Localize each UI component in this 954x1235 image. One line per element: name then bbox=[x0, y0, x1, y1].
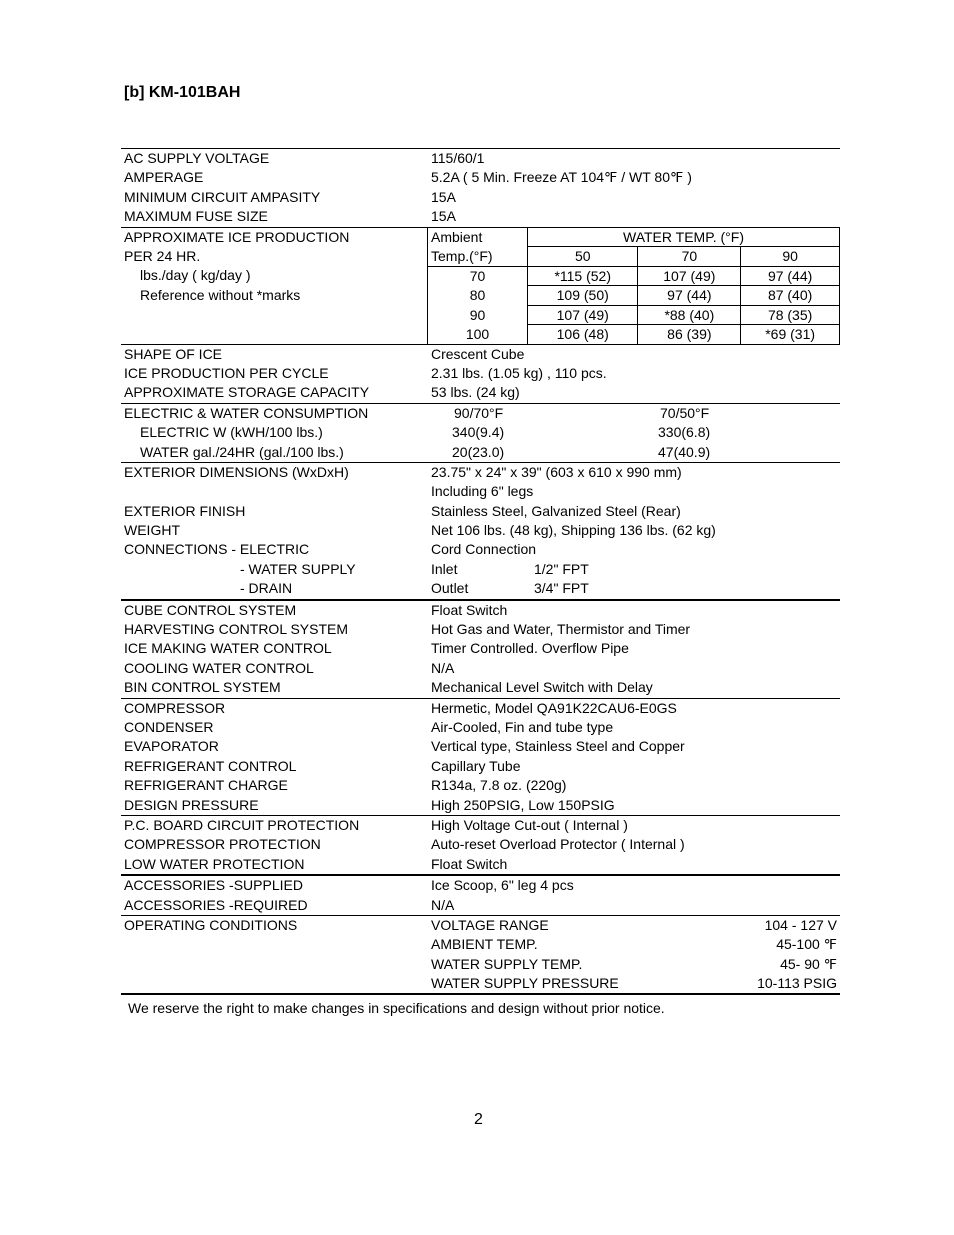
ice-production-table bbox=[427, 227, 840, 345]
spec-row: ICE PRODUCTION PER CYCLE 2.31 lbs. (1.05 kg) , 110 pcs. bbox=[124, 364, 607, 381]
spec-row: WATER SUPPLY TEMP. 45- 90 ℉ bbox=[431, 955, 837, 972]
spec-row: ICE MAKING WATER CONTROL Timer Controlled. Overflow Pipe bbox=[124, 640, 629, 657]
spec-row: AMPERAGE 5.2A ( 5 Min. Freeze AT 104℉ / WT 80℉ ) bbox=[124, 169, 692, 186]
spec-row: ACCESSORIES -SUPPLIED Ice Scoop, 6" leg 4 pcs bbox=[124, 877, 574, 894]
spec-row: - DRAIN Outlet 3/4" FPT bbox=[121, 579, 840, 600]
spec-row: REFRIGERANT CHARGE R134a, 7.8 oz. (220g) bbox=[124, 777, 567, 794]
spec-row: MAXIMUM FUSE SIZE 15A bbox=[121, 207, 840, 227]
spec-row: AC SUPPLY VOLTAGE 115/60/1 bbox=[124, 150, 485, 166]
spec-row: CONDENSER Air-Cooled, Fin and tube type bbox=[124, 718, 614, 735]
spec-row: EVAPORATOR Vertical type, Stainless Steel and Copper bbox=[124, 738, 685, 755]
spec-row: COMPRESSOR Hermetic, Model QA91K22CAU6-E0GS bbox=[124, 699, 677, 716]
page-number: 2 bbox=[474, 1111, 483, 1128]
spec-row: OPERATING CONDITIONS VOLTAGE RANGE 104 - 127 V bbox=[124, 916, 837, 933]
table-row: 70 *115 (52) 107 (49) 97 (44) bbox=[428, 266, 840, 286]
table-row: Temp.(°F) 50 70 90 bbox=[428, 247, 840, 267]
table-row: 80 109 (50) 97 (44) 87 (40) bbox=[428, 286, 840, 306]
table-row: 100 106 (48) 86 (39) *69 (31) bbox=[428, 325, 840, 345]
disclaimer-note: We reserve the right to make changes in specifications and design without prior notice. bbox=[128, 1000, 665, 1016]
spec-row: WEIGHT Net 106 lbs. (48 kg), Shipping 136 lbs. (62 kg) bbox=[124, 522, 716, 539]
spec-row: COMPRESSOR PROTECTION Auto-reset Overload Protector ( Internal ) bbox=[124, 836, 685, 853]
spec-sheet bbox=[121, 148, 840, 995]
spec-row: ELECTRIC & WATER CONSUMPTION 90/70°F 70/50°F bbox=[124, 404, 710, 421]
spec-row: EXTERIOR DIMENSIONS (WxDxH) 23.75" x 24" x 39" (603 x 610 x 990 mm) bbox=[124, 463, 682, 480]
spec-row: APPROXIMATE STORAGE CAPACITY 53 lbs. (24 kg) bbox=[121, 383, 840, 403]
spec-row: Including 6" legs bbox=[431, 483, 534, 500]
spec-row: MINIMUM CIRCUIT AMPASITY 15A bbox=[124, 188, 456, 205]
ice-production-section: APPROXIMATE ICE PRODUCTION PER 24 HR. lbs./day ( kg/day ) Reference without *marks Ambient WATER TEMP. (°F) Temp.(°F) 50 70 90 70 *115 (52) 107 (49) 97 (44) 80 109 (50) 97 (44) 87 (40) 90 107 (49) *88 (40) 78 (35) 100 106 (48) 86 (39) *69 (31) bbox=[121, 228, 840, 345]
spec-row: ELECTRIC W (kWH/100 lbs.) 340(9.4) 330(6.8) bbox=[140, 424, 711, 441]
page-title: [b] KM-101BAH bbox=[124, 84, 241, 101]
spec-row: DESIGN PRESSURE High 250PSIG, Low 150PSIG bbox=[121, 796, 840, 816]
spec-row: EXTERIOR FINISH Stainless Steel, Galvanized Steel (Rear) bbox=[124, 502, 681, 519]
spec-row: - WATER SUPPLY Inlet 1/2" FPT bbox=[240, 560, 589, 577]
spec-row: P.C. BOARD CIRCUIT PROTECTION High Voltage Cut-out ( Internal ) bbox=[124, 816, 628, 833]
spec-row: HARVESTING CONTROL SYSTEM Hot Gas and Water, Thermistor and Timer bbox=[124, 621, 691, 638]
spec-row: AMBIENT TEMP. 45-100 ℉ bbox=[431, 936, 837, 953]
spec-row: CONNECTIONS - ELECTRIC Cord Connection bbox=[124, 541, 537, 558]
spec-row: ACCESSORIES -REQUIRED N/A bbox=[121, 896, 840, 916]
spec-row: WATER gal./24HR (gal./100 lbs.) 20(23.0) 47(40.9) bbox=[121, 443, 840, 463]
spec-row: WATER SUPPLY PRESSURE 10-113 PSIG bbox=[121, 974, 840, 995]
spec-row: BIN CONTROL SYSTEM Mechanical Level Switch with Delay bbox=[121, 678, 840, 698]
spec-row: CUBE CONTROL SYSTEM Float Switch bbox=[124, 601, 508, 618]
table-row: 90 107 (49) *88 (40) 78 (35) bbox=[428, 305, 840, 325]
spec-row: LOW WATER PROTECTION Float Switch bbox=[121, 855, 840, 876]
spec-row: COOLING WATER CONTROL N/A bbox=[124, 659, 455, 676]
table-row: Ambient WATER TEMP. (°F) bbox=[428, 227, 840, 247]
spec-row: REFRIGERANT CONTROL Capillary Tube bbox=[124, 757, 521, 774]
spec-row: SHAPE OF ICE Crescent Cube bbox=[124, 345, 525, 362]
